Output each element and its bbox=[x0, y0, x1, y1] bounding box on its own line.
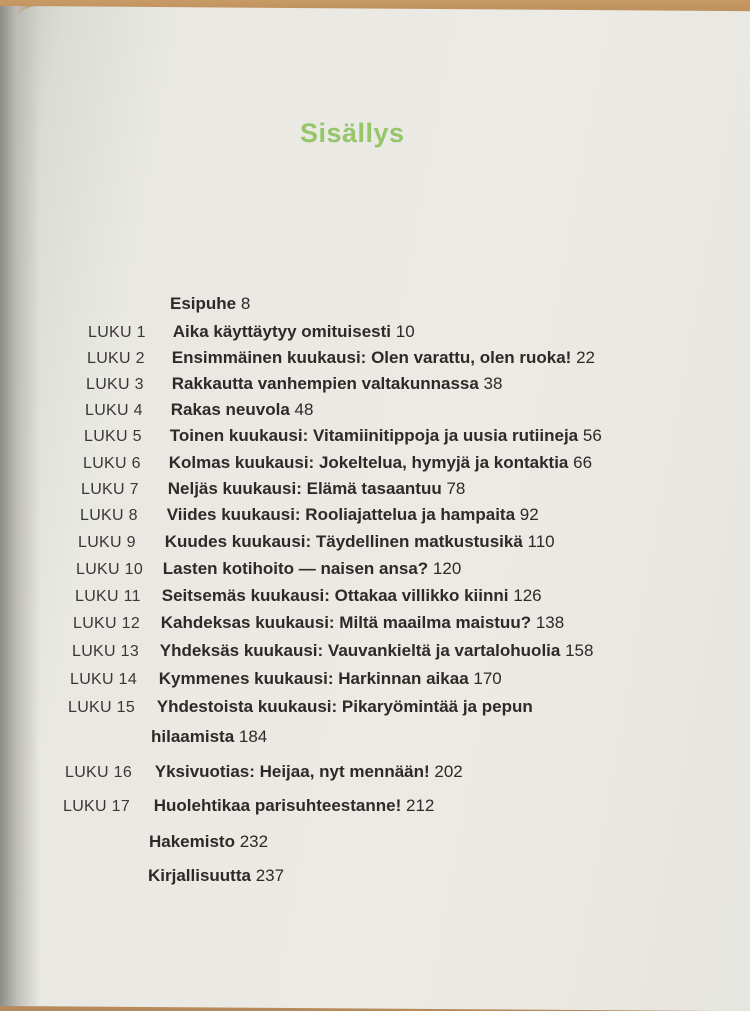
toc-entry bbox=[63, 796, 434, 816]
toc-entry bbox=[73, 613, 564, 633]
toc-entry-page: 120 bbox=[432, 559, 462, 578]
toc-entry-title: Rakas neuvola bbox=[170, 400, 290, 419]
toc-entry bbox=[80, 505, 539, 525]
toc-entry-page: 202 bbox=[434, 762, 463, 781]
toc-entry bbox=[75, 586, 542, 606]
toc-entry bbox=[78, 532, 555, 552]
toc-entry-number: LUKU 5 bbox=[84, 428, 142, 445]
toc-entry-title: Kahdeksas kuukausi: Miltä maailma maistuu? bbox=[160, 613, 532, 632]
toc-entry bbox=[70, 669, 502, 689]
toc-entry bbox=[85, 400, 313, 420]
toc-entry-page: 237 bbox=[255, 866, 285, 885]
toc-entry bbox=[86, 374, 502, 394]
toc-entry-number: LUKU 9 bbox=[78, 534, 136, 551]
toc-entry-title: Viides kuukausi: Rooliajattelua ja hampaita bbox=[166, 505, 516, 524]
toc-entry bbox=[81, 479, 465, 499]
toc-entry-title: Yhdeksäs kuukausi: Vauvankieltä ja vartalohuolia bbox=[159, 641, 561, 660]
toc-entry-page: 38 bbox=[483, 374, 503, 393]
toc-entry bbox=[170, 294, 250, 314]
toc-entry-page: 48 bbox=[294, 400, 314, 419]
toc-entry-title: Rakkautta vanhempien valtakunnassa bbox=[171, 374, 479, 393]
toc-entry bbox=[65, 762, 463, 782]
toc-entry-number: LUKU 13 bbox=[72, 643, 140, 660]
toc-entry-page: 170 bbox=[473, 669, 502, 688]
toc-entry-page: 78 bbox=[446, 479, 466, 498]
toc-entry bbox=[84, 426, 602, 446]
toc-entry bbox=[68, 697, 533, 717]
toc-entry-number: LUKU 12 bbox=[73, 615, 141, 632]
toc-entry-page: 10 bbox=[395, 322, 415, 341]
toc-entry-number: LUKU 6 bbox=[83, 455, 141, 472]
toc-entry bbox=[87, 348, 595, 368]
toc-entry-number: LUKU 11 bbox=[75, 588, 141, 605]
page-title: Sisällys bbox=[300, 118, 405, 148]
toc-entry-number: LUKU 2 bbox=[87, 350, 145, 367]
toc-entry-page: 184 bbox=[238, 727, 268, 746]
toc-entry-title: Yksivuotias: Heijaa, nyt mennään! bbox=[154, 762, 430, 781]
toc-entry bbox=[149, 832, 268, 852]
toc-entry-page: 232 bbox=[239, 832, 269, 851]
toc-entry-number: LUKU 4 bbox=[85, 402, 143, 419]
toc-entry-continuation bbox=[151, 727, 267, 747]
toc-entry-title: Ensimmäinen kuukausi: Olen varattu, olen ruoka! bbox=[171, 348, 572, 367]
toc-entry bbox=[88, 322, 415, 342]
toc-entry-title: Kolmas kuukausi: Jokeltelua, hymyjä ja kontaktia bbox=[168, 453, 569, 472]
toc-entry-title: Kuudes kuukausi: Täydellinen matkustusikä bbox=[164, 532, 523, 551]
toc-entry-page: 92 bbox=[519, 505, 539, 524]
toc-entry-number: LUKU 8 bbox=[80, 507, 138, 524]
toc-entry-page: 56 bbox=[582, 426, 602, 445]
toc-entry-title: Aika käyttäytyy omituisesti bbox=[172, 322, 391, 341]
toc-entry-page: 22 bbox=[576, 348, 595, 367]
toc-entry-page: 138 bbox=[535, 613, 565, 632]
toc-entry-page: 8 bbox=[240, 294, 251, 313]
toc-entry-title: Esipuhe bbox=[170, 294, 237, 313]
toc-entry-title: Huolehtikaa parisuhteestanne! bbox=[153, 796, 402, 815]
toc-entry-number: LUKU 7 bbox=[81, 481, 139, 498]
toc-entry bbox=[148, 866, 284, 886]
toc-entry-title: Kirjallisuutta bbox=[148, 866, 251, 885]
toc-entry-number: LUKU 16 bbox=[65, 764, 133, 781]
toc-entry-title: Lasten kotihoito — naisen ansa? bbox=[162, 559, 429, 578]
toc-entry-title: Seitsemäs kuukausi: Ottakaa villikko kiinni bbox=[161, 586, 509, 605]
toc-entry-number: LUKU 3 bbox=[86, 376, 144, 393]
toc-entry-number: LUKU 15 bbox=[68, 699, 136, 716]
toc-entry-title: Hakemisto bbox=[149, 832, 235, 851]
toc-entry-number: LUKU 14 bbox=[70, 671, 138, 688]
toc-entry-title: Neljäs kuukausi: Elämä tasaantuu bbox=[167, 479, 442, 498]
toc-entry bbox=[72, 641, 593, 661]
toc-entry-page: 212 bbox=[405, 796, 435, 815]
toc-entry-page: 66 bbox=[573, 453, 593, 472]
toc-entry-number: LUKU 17 bbox=[63, 798, 131, 815]
toc-entry-page: 110 bbox=[527, 532, 555, 551]
toc-entry-page: 126 bbox=[513, 586, 542, 605]
toc-entry-title: hilaamista bbox=[151, 727, 235, 746]
toc-entry-number: LUKU 1 bbox=[88, 324, 146, 341]
toc-entry-page: 158 bbox=[565, 641, 594, 660]
toc-entry bbox=[76, 559, 461, 579]
toc-entry-number: LUKU 10 bbox=[76, 561, 144, 578]
toc-entry bbox=[83, 453, 592, 473]
toc-entry-title: Toinen kuukausi: Vitamiinitippoja ja uusia rutiineja bbox=[169, 426, 579, 445]
toc-entry-title: Yhdestoista kuukausi: Pikaryömintää ja pepun bbox=[156, 697, 533, 716]
toc-entry-title: Kymmenes kuukausi: Harkinnan aikaa bbox=[158, 669, 469, 688]
